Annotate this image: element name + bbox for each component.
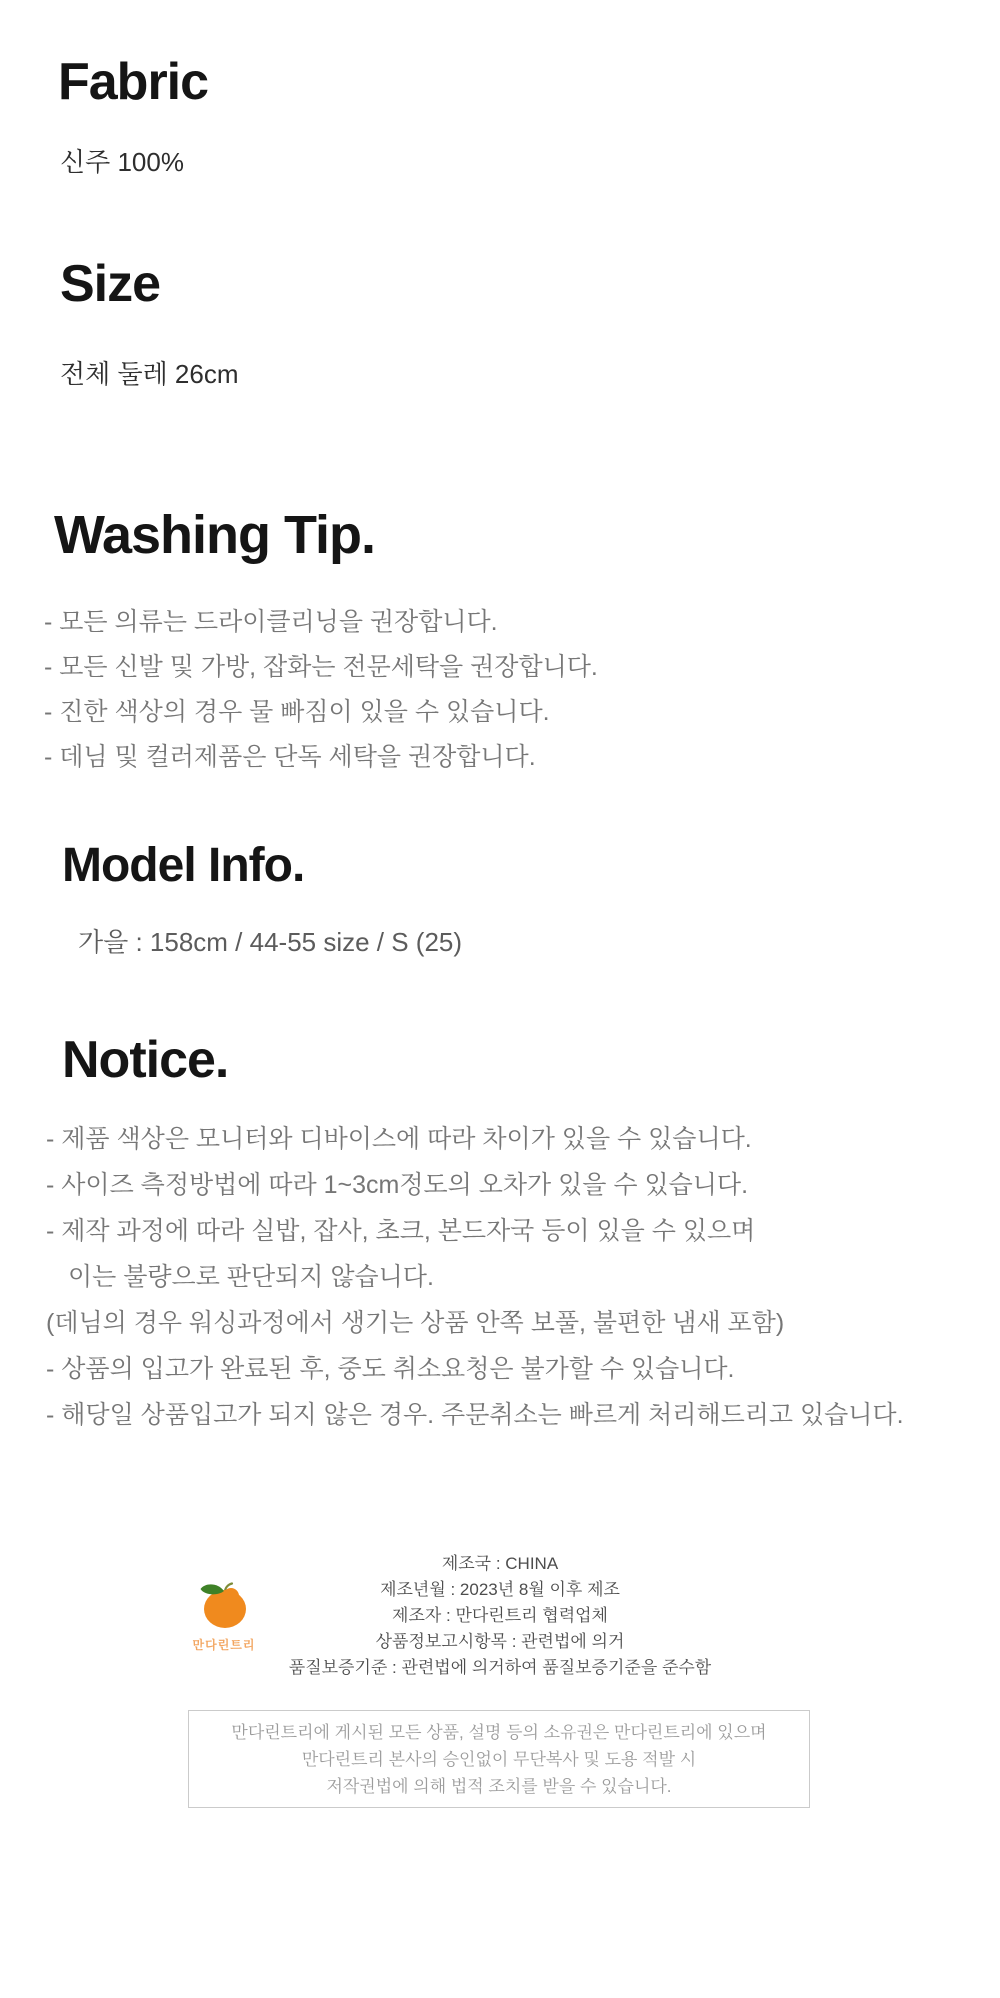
model-info-heading: Model Info.: [62, 839, 305, 892]
washing-tip-item: - 진한 색상의 경우 물 빠짐이 있을 수 있습니다.: [44, 698, 550, 726]
manufacturing-info-line: 제조국 : CHINA: [441, 1554, 559, 1573]
notice-line: - 제품 색상은 모니터와 디바이스에 따라 차이가 있을 수 있습니다.: [46, 1125, 752, 1153]
washing-tip-item: - 모든 신발 및 가방, 잡화는 전문세탁을 권장합니다.: [44, 653, 598, 681]
notice-line-continuation: 이는 불량으로 판단되지 않습니다.: [68, 1263, 434, 1291]
fabric-heading: Fabric: [58, 53, 209, 111]
notice-heading: Notice.: [62, 1031, 229, 1089]
manufacturing-info-line: 품질보증기준 : 관련법에 의거하여 품질보증기준을 준수함: [288, 1658, 712, 1677]
model-info-value: 가을 : 158cm / 44-55 size / S (25): [78, 927, 463, 957]
manufacturing-info: [0, 1551, 1000, 1681]
copyright-line: 저작권법에 의해 법적 조치를 받을 수 있습니다.: [326, 1776, 672, 1796]
notice-line: - 사이즈 측정방법에 따라 1~3cm정도의 오차가 있을 수 있습니다.: [46, 1171, 749, 1199]
size-value: 전체 둘레 26cm: [60, 359, 239, 389]
washing-tip-list: [44, 600, 598, 780]
brand-logo-text: 만다린트리: [192, 1638, 256, 1652]
notice-line: - 상품의 입고가 완료된 후, 중도 취소요청은 불가할 수 있습니다.: [46, 1355, 735, 1383]
copyright-line: 만다린트리에 게시된 모든 상품, 설명 등의 소유권은 만다린트리에 있으며: [231, 1722, 767, 1742]
notice-line: - 해당일 상품입고가 되지 않은 경우. 주문취소는 빠르게 처리해드리고 있습니다.: [46, 1401, 904, 1429]
fabric-value: 신주 100%: [60, 147, 184, 177]
washing-tip-heading: Washing Tip.: [54, 505, 375, 565]
size-heading: Size: [60, 255, 161, 313]
washing-tip-item: - 데님 및 컬러제품은 단독 세탁을 권장합니다.: [44, 743, 536, 771]
manufacturing-info-line: 제조자 : 만다린트리 협력업체: [392, 1606, 608, 1625]
manufacturing-info-line: 제조년월 : 2023년 8월 이후 제조: [380, 1580, 620, 1599]
washing-tip-item: - 모든 의류는 드라이클리닝을 권장합니다.: [44, 608, 498, 636]
copyright-notice-box: [188, 1710, 810, 1808]
notice-list: [46, 1116, 904, 1438]
notice-line: - 제작 과정에 따라 실밥, 잡사, 초크, 본드자국 등이 있을 수 있으며: [46, 1217, 756, 1245]
notice-line: (데님의 경우 워싱과정에서 생기는 상품 안쪽 보풀, 불편한 냄새 포함): [46, 1309, 785, 1337]
manufacturing-info-line: 상품정보고시항목 : 관련법에 의거: [375, 1632, 625, 1651]
copyright-line: 만다린트리 본사의 승인없이 무단복사 및 도용 적발 시: [301, 1749, 697, 1769]
